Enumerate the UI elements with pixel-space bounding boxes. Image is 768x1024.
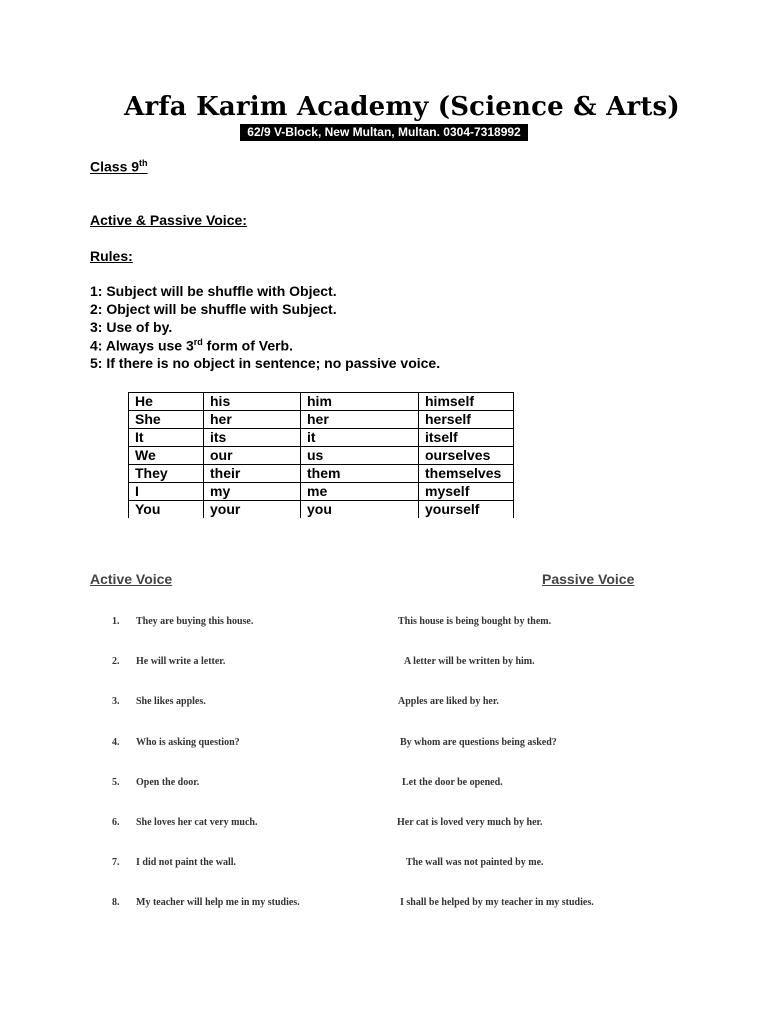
pronoun-cell: We — [129, 447, 204, 465]
pronoun-cell: them — [301, 465, 419, 483]
example-number: 2. — [112, 656, 120, 668]
rule-4-text-b: form of Verb. — [202, 337, 293, 354]
pronoun-table — [128, 392, 514, 518]
pronoun-row — [129, 393, 514, 411]
rule-4-text-a: 4: Always use 3 — [90, 337, 194, 354]
example-active-sentence: Open the door. — [136, 776, 200, 788]
pronoun-cell: You — [129, 501, 204, 519]
pronoun-cell: its — [204, 429, 301, 447]
pronoun-row — [129, 429, 514, 447]
example-active-sentence: My teacher will help me in my studies. — [136, 897, 300, 909]
class-label: Class 9 — [90, 158, 140, 175]
example-active-sentence: She loves her cat very much. — [136, 817, 258, 828]
example-number: 1. — [112, 616, 120, 627]
example-active-sentence: They are buying this house. — [136, 616, 254, 627]
example-passive-sentence: I shall be helped by my teacher in my studies. — [400, 897, 594, 909]
example-number: 4. — [112, 736, 120, 748]
pronoun-cell: They — [129, 465, 204, 483]
example-number: 5. — [112, 776, 120, 788]
pronoun-cell: his — [204, 393, 301, 411]
pronoun-cell: our — [204, 447, 301, 465]
example-passive-sentence: The wall was not painted by me. — [406, 857, 544, 869]
example-number: 6. — [112, 817, 120, 828]
example-number: 3. — [112, 696, 120, 708]
passive-voice-heading: Passive Voice — [542, 571, 635, 587]
pronoun-cell: yourself — [419, 501, 514, 519]
pronoun-row — [129, 501, 514, 519]
pronoun-cell: their — [204, 465, 301, 483]
pronoun-cell: He — [129, 393, 204, 411]
pronoun-cell: itself — [419, 429, 514, 447]
pronoun-cell: it — [301, 429, 419, 447]
rule-1: 1: Subject will be shuffle with Object. — [90, 283, 337, 299]
pronoun-cell: her — [204, 411, 301, 429]
pronoun-cell: myself — [419, 483, 514, 501]
rules-heading: Rules: — [90, 248, 133, 264]
example-active-sentence: Who is asking question? — [136, 736, 240, 748]
rule-3: 3: Use of by. — [90, 319, 173, 335]
class-heading — [90, 158, 148, 175]
example-number: 7. — [112, 857, 120, 869]
pronoun-cell: themselves — [419, 465, 514, 483]
class-superscript: th — [139, 158, 148, 168]
example-passive-sentence: This house is being bought by them. — [398, 616, 552, 627]
pronoun-cell: you — [301, 501, 419, 519]
example-active-sentence: She likes apples. — [136, 696, 206, 708]
pronoun-cell: me — [301, 483, 419, 501]
pronoun-cell: your — [204, 501, 301, 519]
rule-4-superscript: rd — [193, 337, 203, 347]
pronoun-row — [129, 447, 514, 465]
example-number: 8. — [112, 897, 120, 909]
rule-4 — [90, 337, 293, 354]
example-passive-sentence: Her cat is loved very much by her. — [397, 817, 543, 828]
pronoun-row — [129, 465, 514, 483]
pronoun-cell: I — [129, 483, 204, 501]
pronoun-cell: him — [301, 393, 419, 411]
example-passive-sentence: By whom are questions being asked? — [400, 736, 557, 748]
pronoun-row — [129, 411, 514, 429]
active-voice-heading: Active Voice — [90, 571, 173, 587]
pronoun-cell: us — [301, 447, 419, 465]
academy-address: 62/9 V-Block, New Multan, Multan. 0304-7318992 — [240, 124, 528, 141]
example-passive-sentence: Let the door be opened. — [402, 776, 503, 788]
pronoun-cell: It — [129, 429, 204, 447]
pronoun-cell: himself — [419, 393, 514, 411]
topic-heading: Active & Passive Voice: — [90, 212, 247, 228]
example-passive-sentence: A letter will be written by him. — [404, 656, 535, 668]
pronoun-cell: her — [301, 411, 419, 429]
pronoun-cell: my — [204, 483, 301, 501]
pronoun-cell: ourselves — [419, 447, 514, 465]
pronoun-cell: herself — [419, 411, 514, 429]
academy-title: Arfa Karim Academy (Science & Arts) — [124, 92, 680, 122]
example-active-sentence: I did not paint the wall. — [136, 857, 237, 869]
rule-2: 2: Object will be shuffle with Subject. — [90, 301, 337, 317]
pronoun-row — [129, 483, 514, 501]
rule-5: 5: If there is no object in sentence; no passive voice. — [90, 355, 441, 371]
example-passive-sentence: Apples are liked by her. — [398, 696, 499, 708]
pronoun-cell: She — [129, 411, 204, 429]
example-active-sentence: He will write a letter. — [136, 656, 226, 668]
